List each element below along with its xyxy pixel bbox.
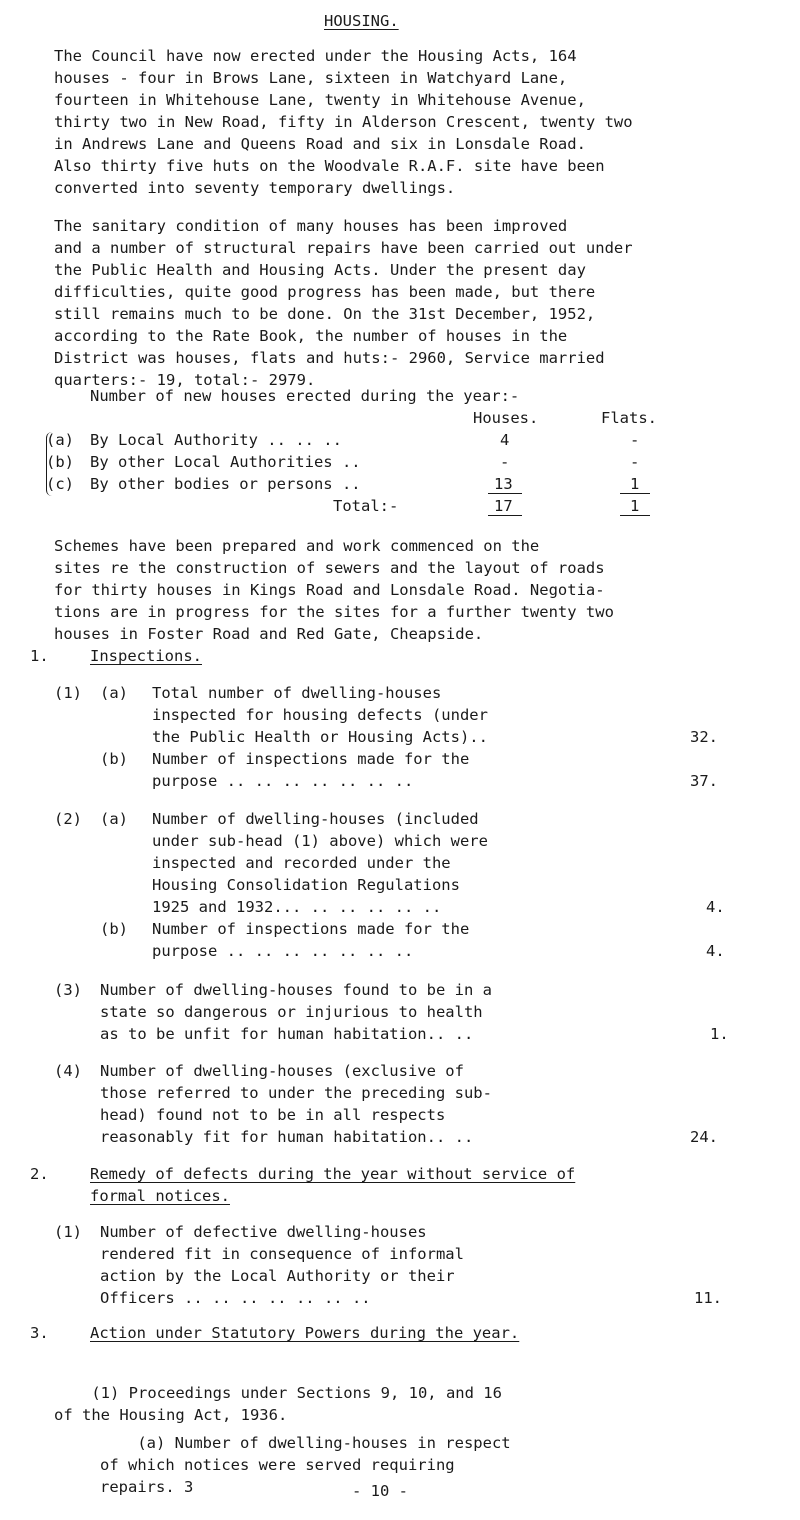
- row-b-houses: -: [500, 453, 510, 471]
- s3-item-a-text: Number of dwelling-houses in respect of which notices were served requiring repairs.: [100, 1434, 511, 1496]
- new-houses-title: Number of new houses erected during the year:-: [90, 387, 520, 405]
- s1-item1a-text: Total number of dwelling-houses inspected for housing defects (under the Public Health or Housing Acts)..: [152, 684, 488, 746]
- s1-item2a-text: Number of dwelling-houses (included under sub-head (1) above) which were inspected and recorded under the Housing Consolidation Regulations 1925 and 1932... .. .. .. .. ..: [152, 810, 488, 916]
- row-a-houses: 4: [500, 431, 510, 449]
- col-flats-header: Flats.: [601, 409, 657, 427]
- s1-item1a-sub: (a): [100, 684, 128, 702]
- s1-item4-value: 24.: [690, 1128, 718, 1146]
- s3-item1-text: Proceedings under Sections 9, 10, and 16 of the Housing Act, 1936.: [54, 1384, 502, 1424]
- s1-item1b-text: Number of inspections made for the purpose .. .. .. .. .. .. ..: [152, 750, 470, 790]
- s1-item2b-value: 4.: [706, 942, 725, 960]
- row-a-label: By Local Authority .. .. ..: [90, 431, 342, 449]
- section1-number: 1.: [30, 647, 49, 665]
- row-a-flats: -: [630, 431, 640, 449]
- row-c-label: By other bodies or persons ..: [90, 475, 361, 493]
- row-a-letter: (a): [46, 431, 74, 449]
- row-b-letter: (b): [46, 453, 74, 471]
- row-c-flats: 1: [630, 475, 640, 493]
- row-b-label: By other Local Authorities ..: [90, 453, 361, 471]
- s1-item2-num: (2): [54, 810, 82, 828]
- s1-item4-text: Number of dwelling-houses (exclusive of those referred to under the preceding sub- head) found not to be in all respects reasonably fit for human habitation.. ..: [100, 1062, 492, 1146]
- total-houses: 17: [494, 497, 513, 515]
- s1-item2b-text: Number of inspections made for the purpose .. .. .. .. .. .. ..: [152, 920, 470, 960]
- section3-number: 3.: [30, 1324, 49, 1342]
- schemes-paragraph: Schemes have been prepared and work commenced on the sites re the construction of sewers and the layout of roads for thirty houses in Kings Road and Lonsdale Road. Negotia- tions are in progress for the sites for a further twenty two houses in Foster Road and Red Gate, Cheapside.: [54, 537, 614, 643]
- houses-rule-bottom: [488, 515, 522, 516]
- section2-title: Remedy of defects during the year without service of formal notices.: [90, 1165, 576, 1205]
- intro-paragraph-1: The Council have now erected under the Housing Acts, 164 houses - four in Brows Lane, sixteen in Watchyard Lane, fourteen in Whitehouse Lane, twenty in Whitehouse Avenue, thirty two in New Road, fifty in Alderson Crescent, twenty two in Andrews Lane and Queens Road and six in Lonsdale Road. Also thirty five huts on the Woodvale R.A.F. site have been converted into seventy temporary dwellings.: [54, 47, 633, 197]
- section3-title: Action under Statutory Powers during the year.: [90, 1324, 520, 1342]
- s1-item3-text: Number of dwelling-houses found to be in a state so dangerous or injurious to health as to be unfit for human habitation.. ..: [100, 981, 492, 1043]
- total-flats: 1: [630, 497, 640, 515]
- s1-item1b-sub: (b): [100, 750, 128, 768]
- s2-item-value: 11.: [694, 1289, 722, 1307]
- page-heading: HOUSING.: [324, 12, 399, 30]
- s1-item2b-sub: (b): [100, 920, 128, 938]
- s1-item3-num: (3): [54, 981, 82, 999]
- row-b-flats: -: [630, 453, 640, 471]
- s3-item-a-sub: (a): [137, 1434, 166, 1452]
- s3-item-a: [100, 1410, 511, 1520]
- s1-item4-num: (4): [54, 1062, 82, 1080]
- s1-item2a-value: 4.: [706, 898, 725, 916]
- col-houses-header: Houses.: [473, 409, 539, 427]
- row-c-letter: (c): [46, 475, 74, 493]
- houses-rule-top: [488, 493, 522, 494]
- section2-number: 2.: [30, 1165, 49, 1183]
- page-number: - 10 -: [352, 1482, 408, 1500]
- s1-item3-value: 1.: [710, 1025, 729, 1043]
- total-label: Total:-: [333, 497, 399, 515]
- row-c-houses: 13: [494, 475, 513, 493]
- s3-item1-num: (1): [91, 1384, 120, 1402]
- flats-rule-bottom: [620, 515, 650, 516]
- s1-item1b-value: 37.: [690, 772, 718, 790]
- s3-item-a-value: 3: [184, 1478, 194, 1496]
- s1-item1-num: (1): [54, 684, 82, 702]
- s2-item-text: Number of defective dwelling-houses rendered fit in consequence of informal action by the Local Authority or their Officers .. .. .. .. .. .. ..: [100, 1223, 464, 1307]
- s1-item1a-value: 32.: [690, 728, 718, 746]
- intro-paragraph-2: The sanitary condition of many houses has been improved and a number of structural repairs have been carried out under the Public Health and Housing Acts. Under the present day difficulties, quite good progress has been made, but there still remains much to be done. On the 31st December, 1952, according to the Rate Book, the number of houses in the District was houses, flats and huts:- 2960, Service married quarters:- 19, total:- 2979.: [54, 217, 633, 389]
- section1-title: Inspections.: [90, 647, 202, 665]
- flats-rule-top: [620, 493, 650, 494]
- s2-item-num: (1): [54, 1223, 82, 1241]
- s1-item2a-sub: (a): [100, 810, 128, 828]
